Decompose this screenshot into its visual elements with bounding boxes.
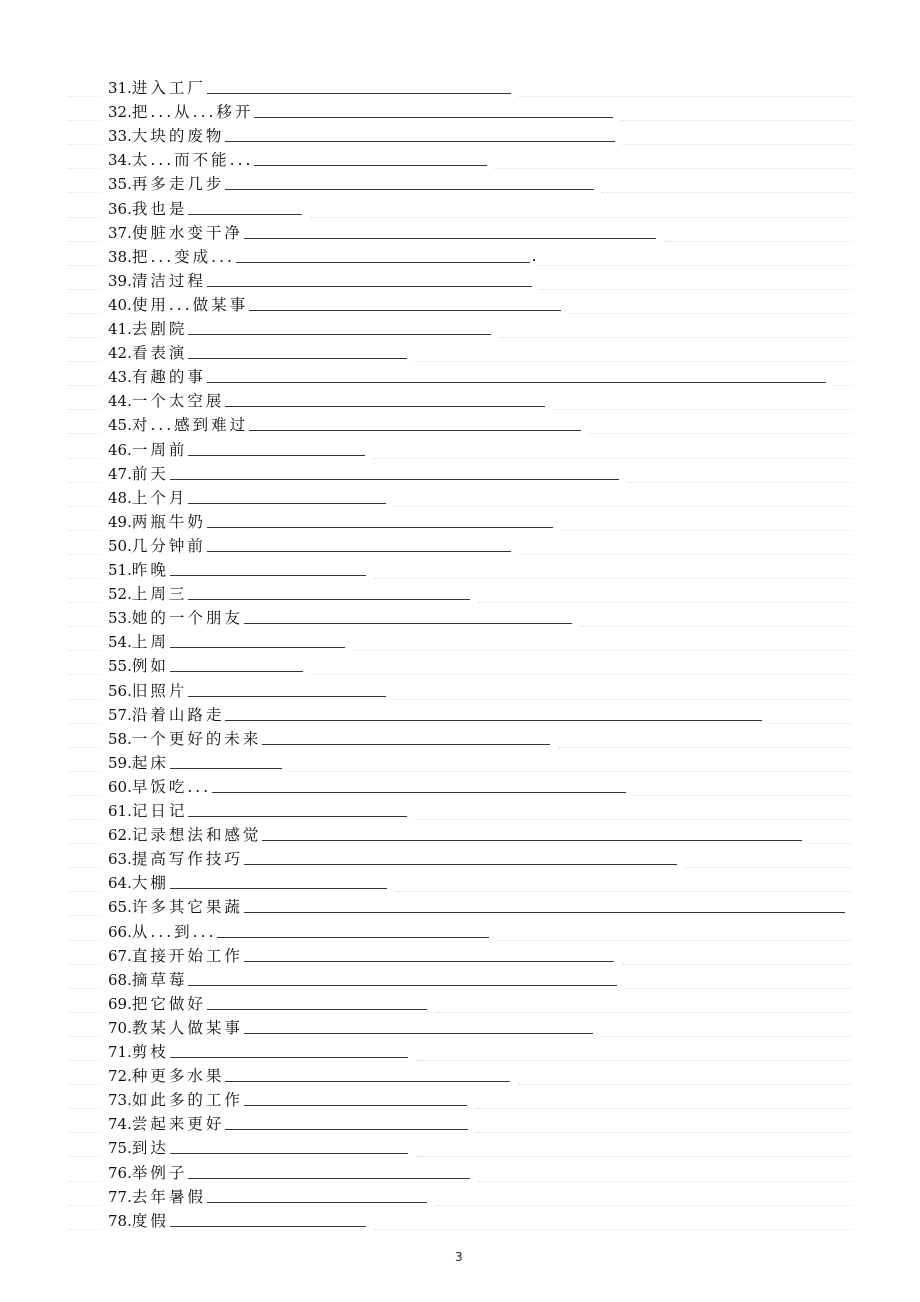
- item-number: 58.: [108, 730, 132, 748]
- guide-line-right: [540, 289, 852, 290]
- guide-line-left: [68, 674, 100, 675]
- item-prompt: 我也是: [131, 200, 188, 218]
- guide-line-left: [68, 1012, 100, 1013]
- item-number: 32.: [108, 103, 132, 121]
- list-item: [108, 363, 206, 387]
- item-prompt: 大棚: [131, 874, 169, 892]
- item-prompt: 从...到...: [131, 923, 217, 941]
- answer-blank[interactable]: [244, 238, 656, 239]
- list-item: [108, 74, 206, 98]
- item-prompt: 举例子: [131, 1164, 188, 1182]
- answer-blank[interactable]: [170, 1153, 408, 1154]
- answer-blank[interactable]: [212, 792, 626, 793]
- item-prompt: 尝起来更好: [131, 1115, 225, 1133]
- item-number: 49.: [108, 513, 132, 531]
- item-prompt: 例如: [131, 657, 169, 675]
- item-number: 69.: [108, 995, 132, 1013]
- list-item: [108, 98, 253, 122]
- list-item: [108, 170, 224, 194]
- item-number: 54.: [108, 633, 132, 651]
- answer-blank[interactable]: [207, 93, 511, 94]
- guide-line-left: [68, 168, 100, 169]
- answer-blank[interactable]: [188, 214, 302, 215]
- guide-line-left: [68, 409, 100, 410]
- guide-line-right: [627, 482, 852, 483]
- answer-blank[interactable]: [170, 479, 619, 480]
- item-prompt: 几分钟前: [131, 537, 206, 555]
- guide-line-left: [68, 1181, 100, 1182]
- item-prompt: 大块的废物: [131, 127, 225, 145]
- list-item: [108, 387, 224, 411]
- item-number: 56.: [108, 682, 132, 700]
- guide-line-left: [68, 915, 100, 916]
- guide-line-right: [810, 843, 852, 844]
- item-prompt: 把...变成...: [131, 248, 235, 266]
- list-item: [108, 701, 224, 725]
- item-prompt: 她的一个朋友: [131, 609, 243, 627]
- answer-blank[interactable]: [244, 623, 572, 624]
- answer-blank[interactable]: [188, 696, 386, 697]
- item-prompt: 早饭吃...: [131, 778, 212, 796]
- guide-line-right: [519, 554, 852, 555]
- item-number: 38.: [108, 248, 132, 266]
- list-item: [108, 1159, 187, 1183]
- guide-line-left: [68, 988, 100, 989]
- item-prompt: 昨晚: [131, 561, 169, 579]
- list-item: [108, 942, 243, 966]
- item-number: 31.: [108, 79, 132, 97]
- answer-blank[interactable]: [170, 671, 303, 672]
- guide-line-left: [68, 361, 100, 362]
- item-prompt: 进入工厂: [131, 79, 206, 97]
- list-item: [108, 484, 187, 508]
- item-number: 62.: [108, 826, 132, 844]
- list-item: [108, 556, 169, 580]
- answer-blank[interactable]: [170, 768, 282, 769]
- guide-line-left: [68, 1108, 100, 1109]
- guide-line-right: [290, 771, 852, 772]
- answer-blank[interactable]: [207, 382, 826, 383]
- guide-line-left: [68, 433, 100, 434]
- item-prompt: 把它做好: [131, 995, 206, 1013]
- guide-line-left: [68, 506, 100, 507]
- guide-line-left: [68, 940, 100, 941]
- list-item: [108, 580, 187, 604]
- list-item: [108, 1110, 224, 1134]
- item-prompt: 前天: [131, 465, 169, 483]
- guide-line-right: [310, 217, 852, 218]
- item-prompt: 使用...做某事: [131, 296, 249, 314]
- list-item: [108, 990, 206, 1014]
- list-item: [108, 291, 248, 315]
- guide-line-right: [834, 385, 852, 386]
- list-item: [108, 749, 169, 773]
- guide-line-right: [561, 530, 852, 531]
- guide-line-right: [495, 168, 852, 169]
- item-prompt: 起床: [131, 754, 169, 772]
- guide-line-right: [622, 964, 852, 965]
- list-item: [108, 532, 206, 556]
- item-prompt: 上周: [131, 633, 169, 651]
- item-prompt: 沿着山路走: [131, 706, 225, 724]
- guide-line-right: [580, 626, 852, 627]
- guide-line-left: [68, 747, 100, 748]
- answer-blank[interactable]: [170, 1057, 408, 1058]
- item-number: 72.: [108, 1067, 132, 1085]
- item-prompt: 到达: [131, 1139, 169, 1157]
- answer-blank[interactable]: [207, 1202, 427, 1203]
- item-number: 76.: [108, 1164, 132, 1182]
- guide-line-right: [435, 1205, 852, 1206]
- guide-line-right: [602, 192, 852, 193]
- item-prompt: 上周三: [131, 585, 188, 603]
- guide-line-right: [374, 578, 852, 579]
- answer-blank[interactable]: [254, 117, 613, 118]
- item-number: 50.: [108, 537, 132, 555]
- list-item: [108, 508, 206, 532]
- answer-blank[interactable]: [225, 720, 762, 721]
- guide-line-right: [394, 699, 852, 700]
- item-number: 73.: [108, 1091, 132, 1109]
- guide-line-right: [685, 867, 852, 868]
- answer-blank[interactable]: [249, 430, 581, 431]
- guide-line-left: [68, 482, 100, 483]
- guide-line-left: [68, 241, 100, 242]
- list-item: [108, 821, 261, 845]
- item-prompt: 有趣的事: [131, 368, 206, 386]
- guide-line-right: [415, 361, 852, 362]
- guide-line-right: [499, 337, 852, 338]
- item-number: 74.: [108, 1115, 132, 1133]
- item-number: 68.: [108, 971, 132, 989]
- guide-line-left: [68, 385, 100, 386]
- item-prompt: 如此多的工作: [131, 1091, 243, 1109]
- item-number: 59.: [108, 754, 132, 772]
- trailing-period: [533, 259, 535, 261]
- item-number: 34.: [108, 151, 132, 169]
- guide-line-left: [68, 1060, 100, 1061]
- guide-line-right: [373, 458, 852, 459]
- guide-line-left: [68, 554, 100, 555]
- item-number: 64.: [108, 874, 132, 892]
- answer-blank[interactable]: [217, 937, 489, 938]
- item-number: 65.: [108, 898, 132, 916]
- item-number: 60.: [108, 778, 132, 796]
- item-prompt: 许多其它果蔬: [131, 898, 243, 916]
- item-number: 75.: [108, 1139, 132, 1157]
- guide-line-right: [497, 940, 852, 941]
- page-number: 3: [455, 1250, 463, 1264]
- list-item: [108, 1183, 206, 1207]
- guide-line-right: [478, 602, 852, 603]
- item-prompt: 看表演: [131, 344, 188, 362]
- guide-line-left: [68, 313, 100, 314]
- item-prompt: 一个太空展: [131, 392, 225, 410]
- item-prompt: 两瓶牛奶: [131, 513, 206, 531]
- guide-line-right: [394, 506, 852, 507]
- answer-blank[interactable]: [244, 961, 614, 962]
- item-prompt: 太...而不能...: [131, 151, 254, 169]
- list-item: [108, 797, 187, 821]
- list-item: [108, 725, 261, 749]
- item-prompt: 度假: [131, 1212, 169, 1230]
- guide-line-left: [68, 602, 100, 603]
- guide-line-left: [68, 771, 100, 772]
- answer-blank[interactable]: [188, 503, 386, 504]
- item-prompt: 把...从...移开: [131, 103, 254, 121]
- list-item: [108, 893, 243, 917]
- item-number: 57.: [108, 706, 132, 724]
- item-number: 39.: [108, 272, 132, 290]
- guide-line-left: [68, 1084, 100, 1085]
- guide-line-right: [621, 120, 852, 121]
- guide-line-left: [68, 1156, 100, 1157]
- list-item: [108, 604, 243, 628]
- guide-line-left: [68, 795, 100, 796]
- guide-line-left: [68, 458, 100, 459]
- item-prompt: 再多走几步: [131, 175, 225, 193]
- guide-line-left: [68, 1205, 100, 1206]
- answer-blank[interactable]: [170, 1226, 366, 1227]
- guide-line-left: [68, 265, 100, 266]
- item-prompt: 直接开始工作: [131, 947, 243, 965]
- answer-blank[interactable]: [225, 1129, 468, 1130]
- answer-blank[interactable]: [170, 575, 366, 576]
- list-item: [108, 869, 169, 893]
- guide-line-left: [68, 1036, 100, 1037]
- guide-line-right: [416, 1060, 852, 1061]
- item-prompt: 一个更好的未来: [131, 730, 262, 748]
- item-number: 33.: [108, 127, 132, 145]
- list-item: [108, 122, 224, 146]
- answer-blank[interactable]: [262, 744, 550, 745]
- guide-line-left: [68, 650, 100, 651]
- item-number: 71.: [108, 1043, 132, 1061]
- guide-line-left: [68, 530, 100, 531]
- answer-blank[interactable]: [225, 189, 594, 190]
- item-number: 53.: [108, 609, 132, 627]
- list-item: [108, 628, 169, 652]
- list-item: [108, 1014, 243, 1038]
- guide-line-right: [553, 409, 852, 410]
- guide-line-left: [68, 192, 100, 193]
- item-prompt: 去年暑假: [131, 1188, 206, 1206]
- guide-line-left: [68, 337, 100, 338]
- guide-line-right: [519, 96, 852, 97]
- item-number: 70.: [108, 1019, 132, 1037]
- guide-line-left: [68, 891, 100, 892]
- list-item: [108, 1134, 169, 1158]
- guide-line-right: [623, 144, 852, 145]
- guide-line-right: [601, 1036, 852, 1037]
- guide-line-left: [68, 723, 100, 724]
- answer-blank[interactable]: [236, 262, 530, 263]
- item-number: 55.: [108, 657, 132, 675]
- answer-blank[interactable]: [188, 334, 491, 335]
- list-item: [108, 243, 235, 267]
- answer-blank[interactable]: [188, 358, 407, 359]
- guide-line-right: [476, 1132, 852, 1133]
- item-prompt: 记日记: [131, 802, 188, 820]
- list-item: [108, 339, 187, 363]
- list-item: [108, 966, 187, 990]
- item-number: 51.: [108, 561, 132, 579]
- guide-line-left: [68, 626, 100, 627]
- item-prompt: 教某人做某事: [131, 1019, 243, 1037]
- guide-line-right: [415, 819, 852, 820]
- answer-blank[interactable]: [188, 985, 617, 986]
- item-prompt: 使脏水变干净: [131, 224, 243, 242]
- answer-blank[interactable]: [225, 1081, 510, 1082]
- guide-line-left: [68, 699, 100, 700]
- list-item: [108, 918, 216, 942]
- list-item: [108, 652, 169, 676]
- guide-line-left: [68, 217, 100, 218]
- item-number: 45.: [108, 416, 132, 434]
- list-item: [108, 195, 187, 219]
- answer-blank[interactable]: [249, 310, 561, 311]
- guide-line-right: [374, 1229, 852, 1230]
- answer-blank[interactable]: [262, 840, 802, 841]
- answer-blank[interactable]: [188, 455, 365, 456]
- item-prompt: 对...感到难过: [131, 416, 249, 434]
- item-number: 35.: [108, 175, 132, 193]
- guide-line-left: [68, 964, 100, 965]
- item-number: 67.: [108, 947, 132, 965]
- list-item: [108, 1062, 224, 1086]
- answer-blank[interactable]: [207, 1009, 427, 1010]
- answer-blank[interactable]: [170, 888, 387, 889]
- answer-blank[interactable]: [244, 864, 677, 865]
- item-prompt: 旧照片: [131, 682, 188, 700]
- answer-blank[interactable]: [188, 1178, 470, 1179]
- guide-line-right: [589, 433, 852, 434]
- guide-line-right: [311, 674, 852, 675]
- answer-blank[interactable]: [244, 1105, 467, 1106]
- item-number: 66.: [108, 923, 132, 941]
- item-number: 41.: [108, 320, 132, 338]
- guide-line-right: [664, 241, 852, 242]
- guide-line-left: [68, 96, 100, 97]
- guide-line-left: [68, 843, 100, 844]
- item-number: 61.: [108, 802, 132, 820]
- guide-line-right: [538, 265, 852, 266]
- item-prompt: 提高写作技巧: [131, 850, 243, 868]
- list-item: [108, 219, 243, 243]
- item-number: 43.: [108, 368, 132, 386]
- guide-line-right: [416, 1156, 852, 1157]
- item-number: 77.: [108, 1188, 132, 1206]
- guide-line-right: [558, 747, 852, 748]
- guide-line-right: [634, 795, 852, 796]
- list-item: [108, 315, 187, 339]
- item-prompt: 剪枝: [131, 1043, 169, 1061]
- answer-blank[interactable]: [207, 286, 532, 287]
- list-item: [108, 1086, 243, 1110]
- guide-line-left: [68, 819, 100, 820]
- item-number: 44.: [108, 392, 132, 410]
- answer-blank[interactable]: [207, 527, 553, 528]
- answer-blank[interactable]: [254, 165, 487, 166]
- list-item: [108, 146, 253, 170]
- item-number: 40.: [108, 296, 132, 314]
- list-item: [108, 1207, 169, 1231]
- guide-line-left: [68, 1132, 100, 1133]
- answer-blank[interactable]: [170, 647, 345, 648]
- item-prompt: 一周前: [131, 441, 188, 459]
- guide-line-right: [435, 1012, 852, 1013]
- answer-blank[interactable]: [244, 912, 845, 913]
- list-item: [108, 411, 248, 435]
- item-prompt: 去剧院: [131, 320, 188, 338]
- answer-blank[interactable]: [188, 599, 470, 600]
- list-item: [108, 1038, 169, 1062]
- guide-line-left: [68, 1229, 100, 1230]
- item-number: 36.: [108, 200, 132, 218]
- guide-line-left: [68, 289, 100, 290]
- list-item: [108, 677, 187, 701]
- answer-blank[interactable]: [225, 406, 545, 407]
- item-number: 47.: [108, 465, 132, 483]
- guide-line-left: [68, 578, 100, 579]
- item-prompt: 上个月: [131, 489, 188, 507]
- answer-blank[interactable]: [225, 141, 615, 142]
- guide-line-right: [625, 988, 852, 989]
- list-item: [108, 845, 243, 869]
- guide-line-right: [569, 313, 852, 314]
- item-prompt: 摘草莓: [131, 971, 188, 989]
- item-number: 37.: [108, 224, 132, 242]
- guide-line-right: [518, 1084, 852, 1085]
- list-item: [108, 436, 187, 460]
- item-prompt: 记录想法和感觉: [131, 826, 262, 844]
- guide-line-left: [68, 867, 100, 868]
- item-number: 63.: [108, 850, 132, 868]
- guide-line-right: [475, 1108, 852, 1109]
- list-item: [108, 773, 211, 797]
- item-number: 42.: [108, 344, 132, 362]
- list-item: [108, 460, 169, 484]
- answer-blank[interactable]: [188, 816, 407, 817]
- answer-blank[interactable]: [207, 551, 511, 552]
- list-item: [108, 267, 206, 291]
- guide-line-right: [478, 1181, 852, 1182]
- item-number: 48.: [108, 489, 132, 507]
- guide-line-right: [395, 891, 852, 892]
- item-number: 78.: [108, 1212, 132, 1230]
- item-number: 52.: [108, 585, 132, 603]
- item-number: 46.: [108, 441, 132, 459]
- guide-line-right: [770, 723, 852, 724]
- answer-blank[interactable]: [244, 1033, 593, 1034]
- item-prompt: 清洁过程: [131, 272, 206, 290]
- guide-line-right: [353, 650, 852, 651]
- item-prompt: 种更多水果: [131, 1067, 225, 1085]
- guide-line-left: [68, 120, 100, 121]
- guide-line-left: [68, 144, 100, 145]
